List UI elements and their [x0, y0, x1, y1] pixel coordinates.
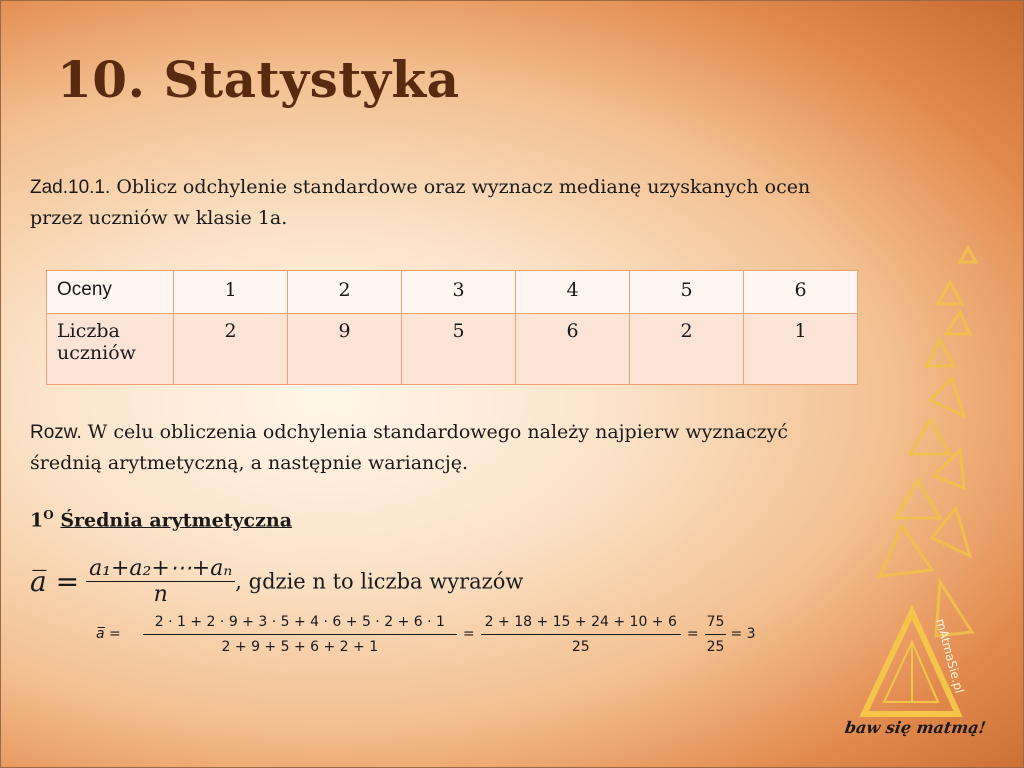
mean-numerator: a₁+a₂+⋯+aₙ [86, 556, 235, 582]
mean-symbol: a̅ = [30, 565, 80, 598]
triangle-icon [960, 248, 976, 262]
calc-fraction-1-den: 2 + 9 + 5 + 6 + 2 + 1 [221, 639, 379, 655]
count-cell: 5 [402, 314, 516, 385]
calc-result: = 3 [730, 625, 756, 642]
triangle-icon [926, 340, 954, 366]
solution-label: Rozw. [30, 422, 82, 443]
row-label-cell: Liczba uczniów [47, 314, 174, 385]
calc-fraction-1 [143, 612, 457, 655]
calc-fraction-2-den: 25 [571, 639, 590, 655]
calc-fraction-3 [705, 612, 727, 655]
count-cell: 2 [174, 314, 288, 385]
triangle-icon [946, 312, 970, 334]
mean-denominator: n [153, 582, 168, 607]
calc-equals-2: = [686, 625, 699, 642]
table-header-row [47, 271, 858, 314]
mean-formula [30, 556, 523, 607]
triangle-icon [930, 378, 964, 416]
solution-paragraph [30, 417, 840, 479]
triangle-icon [934, 450, 964, 488]
task-label: Zad.10.1. [30, 177, 111, 198]
calc-fraction-3-num: 75 [705, 612, 727, 635]
grade-cell: 2 [288, 271, 402, 314]
mean-fraction [86, 556, 235, 607]
count-cell: 2 [630, 314, 744, 385]
solution-text: W celu obliczenia odchylenia standardowego należy najpierw wyznaczyć średnią arytmetyczną, a następnie wariancję. [30, 421, 789, 474]
grade-cell: 1 [174, 271, 288, 314]
calc-fraction-2-num: 2 + 18 + 15 + 24 + 10 + 6 [481, 612, 681, 635]
table-count-row [47, 314, 858, 385]
task-text: Oblicz odchylenie standardowe oraz wyznacz medianę uzyskanych ocen przez uczniów w klasie 1a. [30, 176, 811, 229]
grades-table [46, 270, 858, 385]
logo-tagline: baw się matmą! [843, 718, 988, 737]
mean-formula-note: , gdzie n to liczba wyrazów [235, 569, 524, 594]
triangle-icon [938, 282, 962, 304]
count-cell: 6 [516, 314, 630, 385]
triangle-decoration [840, 240, 1024, 760]
section-title: Średnia arytmetyczna [60, 509, 293, 532]
grade-cell: 3 [402, 271, 516, 314]
section-heading [30, 508, 292, 531]
grade-cell: 4 [516, 271, 630, 314]
grade-cell: 6 [744, 271, 858, 314]
triangle-icon [896, 480, 940, 518]
calc-fraction-1-num: 2 · 1 + 2 · 9 + 3 · 5 + 4 · 6 + 5 · 2 + 6 · 1 [143, 612, 457, 635]
mean-calculation [96, 612, 762, 655]
triangle-icon [910, 420, 950, 454]
calc-equals-1: = [462, 625, 475, 642]
calc-lhs: a̅ = [96, 625, 121, 642]
header-label-cell: Oceny [47, 271, 174, 314]
task-paragraph [30, 172, 830, 233]
calc-fraction-2 [481, 612, 681, 655]
section-number: 1 [30, 509, 44, 532]
calc-fraction-3-den: 25 [706, 639, 725, 655]
triangle-icon [880, 526, 932, 576]
slide-title: 10. Statystyka [57, 50, 460, 109]
logo-text: mAtmaSie.pl [933, 617, 967, 695]
grade-cell: 5 [630, 271, 744, 314]
count-cell: 9 [288, 314, 402, 385]
section-degree: O [43, 508, 54, 522]
count-cell: 1 [744, 314, 858, 385]
